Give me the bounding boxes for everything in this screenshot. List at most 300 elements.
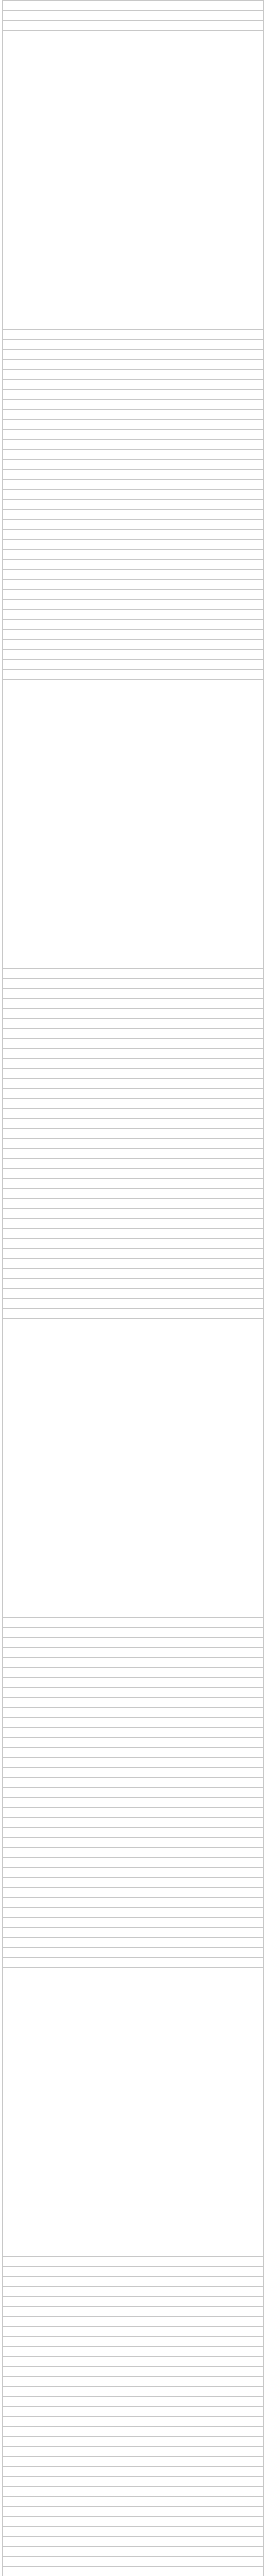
- table-cell-index: [3, 2437, 34, 2447]
- table-cell-name: [91, 1009, 154, 1019]
- table-row: [3, 1838, 264, 1848]
- table-row: [3, 2347, 264, 2357]
- table-cell-score: [154, 1848, 264, 1858]
- table-cell-index: [3, 1039, 34, 1049]
- table-cell-id: [34, 1179, 91, 1189]
- table-cell-id: [34, 1977, 91, 1987]
- table-cell-index: [3, 2367, 34, 2377]
- table-cell-index: [3, 1309, 34, 1319]
- table-row: [3, 2057, 264, 2067]
- table-cell-score: [154, 2107, 264, 2117]
- table-cell-index: [3, 670, 34, 680]
- table-cell-score: [154, 200, 264, 210]
- table-cell-score: [154, 170, 264, 180]
- table-row: [3, 2127, 264, 2137]
- table-cell-score: [154, 709, 264, 719]
- table-cell-index: [3, 1239, 34, 1249]
- table-cell-id: [34, 250, 91, 260]
- table-row: [3, 2387, 264, 2397]
- table-cell-id: [34, 2087, 91, 2097]
- table-row: [3, 1688, 264, 1698]
- table-cell-score: [154, 969, 264, 979]
- table-cell-name: [91, 1069, 154, 1079]
- table-cell-score: [154, 879, 264, 889]
- table-row: [3, 2027, 264, 2037]
- table-row: [3, 11, 264, 21]
- table-row: [3, 1448, 264, 1458]
- table-cell-name: [91, 1129, 154, 1139]
- table-cell-id: [34, 1997, 91, 2007]
- table-row: [3, 2067, 264, 2077]
- table-cell-score: [154, 1139, 264, 1149]
- table-cell-id: [34, 1608, 91, 1618]
- table-cell-score: [154, 719, 264, 729]
- table-cell-score: [154, 839, 264, 849]
- table-cell-score: [154, 2157, 264, 2167]
- table-cell-name: [91, 370, 154, 380]
- table-cell-name: [91, 2197, 154, 2207]
- table-cell-index: [3, 1658, 34, 1668]
- table-cell-score: [154, 2477, 264, 2487]
- table-cell-score: [154, 2307, 264, 2317]
- table-cell-id: [34, 1289, 91, 1299]
- table-cell-index: [3, 310, 34, 320]
- table-cell-name: [91, 190, 154, 200]
- table-row: [3, 1458, 264, 1468]
- table-row: [3, 1139, 264, 1149]
- table-cell-id: [34, 1548, 91, 1558]
- table-cell-score: [154, 570, 264, 580]
- table-cell-score: [154, 1378, 264, 1388]
- table-cell-index: [3, 1029, 34, 1039]
- table-cell-score: [154, 80, 264, 90]
- table-cell-name: [91, 1219, 154, 1229]
- table-row: [3, 1269, 264, 1279]
- table-cell-index: [3, 440, 34, 450]
- table-cell-id: [34, 699, 91, 709]
- table-row: [3, 1468, 264, 1478]
- table-cell-id: [34, 1269, 91, 1279]
- table-cell-name: [91, 2297, 154, 2307]
- table-cell-name: [91, 2237, 154, 2247]
- table-cell-score: [154, 1538, 264, 1548]
- table-cell-index: [3, 979, 34, 989]
- table-cell-id: [34, 2367, 91, 2377]
- table-row: [3, 1119, 264, 1129]
- table-cell-id: [34, 909, 91, 919]
- table-row: [3, 610, 264, 620]
- table-row: [3, 689, 264, 699]
- table-cell-name: [91, 1, 154, 11]
- table-cell-id: [34, 2407, 91, 2417]
- table-cell-name: [91, 1818, 154, 1828]
- table-row: [3, 170, 264, 180]
- table-row: [3, 1438, 264, 1448]
- table-cell-score: [154, 290, 264, 300]
- table-cell-name: [91, 570, 154, 580]
- table-cell-score: [154, 909, 264, 919]
- table-cell-id: [34, 680, 91, 689]
- table-cell-name: [91, 829, 154, 839]
- table-cell-name: [91, 1968, 154, 1977]
- table-cell-score: [154, 2067, 264, 2077]
- table-cell-score: [154, 1468, 264, 1478]
- table-cell-id: [34, 520, 91, 530]
- table-cell-index: [3, 60, 34, 70]
- table-cell-id: [34, 90, 91, 100]
- table-row: [3, 1638, 264, 1648]
- table-cell-index: [3, 640, 34, 650]
- table-cell-index: [3, 1438, 34, 1448]
- table-cell-score: [154, 2417, 264, 2427]
- table-row: [3, 1089, 264, 1099]
- table-row: [3, 1528, 264, 1538]
- table-cell-index: [3, 1498, 34, 1508]
- table-cell-id: [34, 1698, 91, 1708]
- table-cell-index: [3, 1319, 34, 1328]
- table-cell-name: [91, 2317, 154, 2327]
- table-cell-name: [91, 1029, 154, 1039]
- table-cell-id: [34, 1648, 91, 1658]
- table-cell-index: [3, 2217, 34, 2227]
- table-cell-id: [34, 769, 91, 779]
- table-cell-index: [3, 2047, 34, 2057]
- table-cell-name: [91, 120, 154, 130]
- table-row: [3, 570, 264, 580]
- table-cell-name: [91, 2287, 154, 2297]
- table-cell-id: [34, 2257, 91, 2267]
- table-cell-score: [154, 2227, 264, 2237]
- table-cell-name: [91, 2057, 154, 2067]
- table-cell-index: [3, 2037, 34, 2047]
- table-cell-index: [3, 70, 34, 80]
- table-row: [3, 1618, 264, 1628]
- table-cell-score: [154, 1718, 264, 1728]
- table-cell-name: [91, 1987, 154, 1997]
- table-cell-score: [154, 699, 264, 709]
- table-cell-index: [3, 799, 34, 809]
- table-row: [3, 979, 264, 989]
- table-cell-id: [34, 2387, 91, 2397]
- table-cell-score: [154, 1578, 264, 1588]
- table-cell-name: [91, 779, 154, 789]
- table-cell-score: [154, 1239, 264, 1249]
- table-cell-id: [34, 1358, 91, 1368]
- table-cell-score: [154, 240, 264, 250]
- table-cell-id: [34, 2107, 91, 2117]
- table-cell-name: [91, 440, 154, 450]
- table-cell-index: [3, 1328, 34, 1338]
- table-row: [3, 2217, 264, 2227]
- table-cell-name: [91, 1099, 154, 1109]
- table-cell-score: [154, 1588, 264, 1598]
- table-cell-score: [154, 31, 264, 40]
- table-row: [3, 1189, 264, 1199]
- table-cell-name: [91, 1568, 154, 1578]
- table-row: [3, 550, 264, 560]
- table-cell-id: [34, 1498, 91, 1508]
- table-cell-name: [91, 1948, 154, 1958]
- table-cell-name: [91, 2177, 154, 2187]
- table-cell-id: [34, 2117, 91, 2127]
- table-cell-name: [91, 1159, 154, 1169]
- table-row: [3, 1368, 264, 1378]
- table-cell-id: [34, 510, 91, 520]
- table-cell-name: [91, 560, 154, 570]
- table-cell-id: [34, 2007, 91, 2017]
- table-row: [3, 2147, 264, 2157]
- table-cell-id: [34, 530, 91, 540]
- table-cell-name: [91, 1289, 154, 1299]
- table-row: [3, 2207, 264, 2217]
- table-cell-score: [154, 1488, 264, 1498]
- table-row: [3, 470, 264, 480]
- table-cell-score: [154, 1059, 264, 1069]
- table-cell-index: [3, 1818, 34, 1828]
- table-row: [3, 1249, 264, 1259]
- table-cell-score: [154, 180, 264, 190]
- table-row: [3, 1388, 264, 1398]
- table-cell-name: [91, 859, 154, 869]
- table-row: [3, 2377, 264, 2387]
- table-cell-score: [154, 899, 264, 909]
- table-cell-id: [34, 1488, 91, 1498]
- table-row: [3, 1698, 264, 1708]
- table-cell-name: [91, 1808, 154, 1818]
- table-cell-score: [154, 2237, 264, 2247]
- table-row: [3, 1718, 264, 1728]
- table-cell-id: [34, 11, 91, 21]
- table-row: [3, 1279, 264, 1289]
- table-cell-id: [34, 390, 91, 400]
- table-row: [3, 1878, 264, 1888]
- table-cell-index: [3, 1518, 34, 1528]
- table-cell-index: [3, 470, 34, 480]
- table-cell-name: [91, 1868, 154, 1878]
- table-cell-index: [3, 1948, 34, 1958]
- table-cell-score: [154, 2487, 264, 2497]
- table-cell-id: [34, 1119, 91, 1129]
- table-row: [3, 60, 264, 70]
- table-row: [3, 350, 264, 360]
- table-cell-index: [3, 2507, 34, 2517]
- table-cell-id: [34, 410, 91, 420]
- table-cell-name: [91, 1259, 154, 1269]
- table-row: [3, 370, 264, 380]
- table-cell-name: [91, 420, 154, 430]
- table-cell-name: [91, 150, 154, 160]
- table-cell-name: [91, 510, 154, 520]
- table-cell-name: [91, 2487, 154, 2497]
- table-cell-score: [154, 2567, 264, 2576]
- table-cell-name: [91, 1199, 154, 1209]
- table-row: [3, 1668, 264, 1678]
- table-cell-index: [3, 2387, 34, 2397]
- table-cell-score: [154, 1428, 264, 1438]
- table-cell-name: [91, 1368, 154, 1378]
- table-cell-index: [3, 2547, 34, 2557]
- table-cell-score: [154, 410, 264, 420]
- table-cell-id: [34, 2497, 91, 2507]
- table-cell-name: [91, 1428, 154, 1438]
- table-row: [3, 2367, 264, 2377]
- table-cell-score: [154, 2507, 264, 2517]
- table-cell-name: [91, 1059, 154, 1069]
- table-cell-id: [34, 300, 91, 310]
- table-row: [3, 410, 264, 420]
- table-cell-score: [154, 440, 264, 450]
- table-cell-name: [91, 1928, 154, 1938]
- table-row: [3, 430, 264, 440]
- table-cell-name: [91, 1378, 154, 1388]
- table-cell-id: [34, 610, 91, 620]
- table-cell-name: [91, 1858, 154, 1868]
- table-row: [3, 1818, 264, 1828]
- table-cell-id: [34, 1249, 91, 1259]
- table-cell-score: [154, 859, 264, 869]
- table-row: [3, 1778, 264, 1788]
- table-cell-id: [34, 2527, 91, 2537]
- table-cell-id: [34, 789, 91, 799]
- table-cell-id: [34, 210, 91, 220]
- table-cell-score: [154, 1778, 264, 1788]
- table-row: [3, 1498, 264, 1508]
- table-cell-score: [154, 819, 264, 829]
- table-cell-name: [91, 789, 154, 799]
- table-cell-name: [91, 839, 154, 849]
- table-cell-index: [3, 2167, 34, 2177]
- table-cell-name: [91, 1299, 154, 1309]
- table-cell-index: [3, 560, 34, 570]
- table-cell-id: [34, 2557, 91, 2567]
- table-row: [3, 959, 264, 969]
- table-cell-id: [34, 1418, 91, 1428]
- table-row: [3, 1378, 264, 1388]
- table-cell-id: [34, 1099, 91, 1109]
- table-cell-name: [91, 1598, 154, 1608]
- table-cell-id: [34, 2017, 91, 2027]
- table-cell-name: [91, 1678, 154, 1688]
- table-cell-index: [3, 759, 34, 769]
- table-cell-score: [154, 1219, 264, 1229]
- table-row: [3, 290, 264, 300]
- table-row: [3, 799, 264, 809]
- table-cell-index: [3, 100, 34, 110]
- table-cell-score: [154, 1019, 264, 1029]
- table-cell-name: [91, 530, 154, 540]
- table-row: [3, 2297, 264, 2307]
- table-cell-name: [91, 769, 154, 779]
- table-cell-index: [3, 610, 34, 620]
- table-cell-name: [91, 2277, 154, 2287]
- table-cell-index: [3, 1378, 34, 1388]
- table-row: [3, 510, 264, 520]
- table-cell-name: [91, 689, 154, 699]
- table-cell-score: [154, 490, 264, 500]
- table-cell-id: [34, 1987, 91, 1997]
- table-cell-id: [34, 590, 91, 600]
- table-row: [3, 420, 264, 430]
- table-row: [3, 969, 264, 979]
- table-cell-score: [154, 1089, 264, 1099]
- table-cell-name: [91, 1688, 154, 1698]
- table-cell-score: [154, 2447, 264, 2457]
- table-cell-name: [91, 340, 154, 350]
- table-cell-score: [154, 1798, 264, 1808]
- table-cell-score: [154, 1728, 264, 1738]
- table-cell-id: [34, 1738, 91, 1748]
- table-cell-score: [154, 1418, 264, 1428]
- table-cell-id: [34, 759, 91, 769]
- table-cell-index: [3, 1119, 34, 1129]
- table-cell-index: [3, 540, 34, 550]
- table-cell-index: [3, 2307, 34, 2317]
- table-cell-index: [3, 829, 34, 839]
- table-cell-index: [3, 2097, 34, 2107]
- table-cell-id: [34, 1319, 91, 1328]
- table-cell-score: [154, 1358, 264, 1368]
- table-cell-index: [3, 2477, 34, 2487]
- table-row: [3, 2547, 264, 2557]
- table-cell-id: [34, 2417, 91, 2427]
- table-cell-id: [34, 1948, 91, 1958]
- table-cell-id: [34, 1888, 91, 1898]
- table-cell-index: [3, 1219, 34, 1229]
- table-cell-name: [91, 2037, 154, 2047]
- table-cell-index: [3, 1898, 34, 1908]
- table-row: [3, 1977, 264, 1987]
- table-cell-index: [3, 500, 34, 510]
- table-cell-score: [154, 50, 264, 60]
- table-cell-id: [34, 230, 91, 240]
- table-cell-id: [34, 1348, 91, 1358]
- table-cell-id: [34, 2427, 91, 2437]
- table-cell-id: [34, 969, 91, 979]
- table-cell-name: [91, 390, 154, 400]
- table-cell-index: [3, 1638, 34, 1648]
- table-cell-name: [91, 699, 154, 709]
- table-cell-id: [34, 2277, 91, 2287]
- table-cell-index: [3, 1448, 34, 1458]
- table-cell-name: [91, 240, 154, 250]
- table-cell-id: [34, 1109, 91, 1119]
- table-cell-score: [154, 100, 264, 110]
- table-cell-id: [34, 60, 91, 70]
- table-cell-index: [3, 2107, 34, 2117]
- table-cell-index: [3, 1928, 34, 1938]
- table-cell-score: [154, 60, 264, 70]
- table-cell-index: [3, 2347, 34, 2357]
- table-cell-score: [154, 2077, 264, 2087]
- table-cell-id: [34, 1039, 91, 1049]
- table-cell-score: [154, 769, 264, 779]
- table-cell-score: [154, 1388, 264, 1398]
- table-cell-name: [91, 80, 154, 90]
- table-row: [3, 1508, 264, 1518]
- table-cell-name: [91, 490, 154, 500]
- table-cell-index: [3, 2057, 34, 2067]
- table-cell-score: [154, 2007, 264, 2017]
- table-row: [3, 300, 264, 310]
- table-cell-score: [154, 1119, 264, 1129]
- table-row: [3, 849, 264, 859]
- table-cell-index: [3, 689, 34, 699]
- table-cell-id: [34, 689, 91, 699]
- table-cell-index: [3, 130, 34, 140]
- table-row: [3, 2187, 264, 2197]
- table-cell-index: [3, 2327, 34, 2337]
- table-cell-index: [3, 1209, 34, 1219]
